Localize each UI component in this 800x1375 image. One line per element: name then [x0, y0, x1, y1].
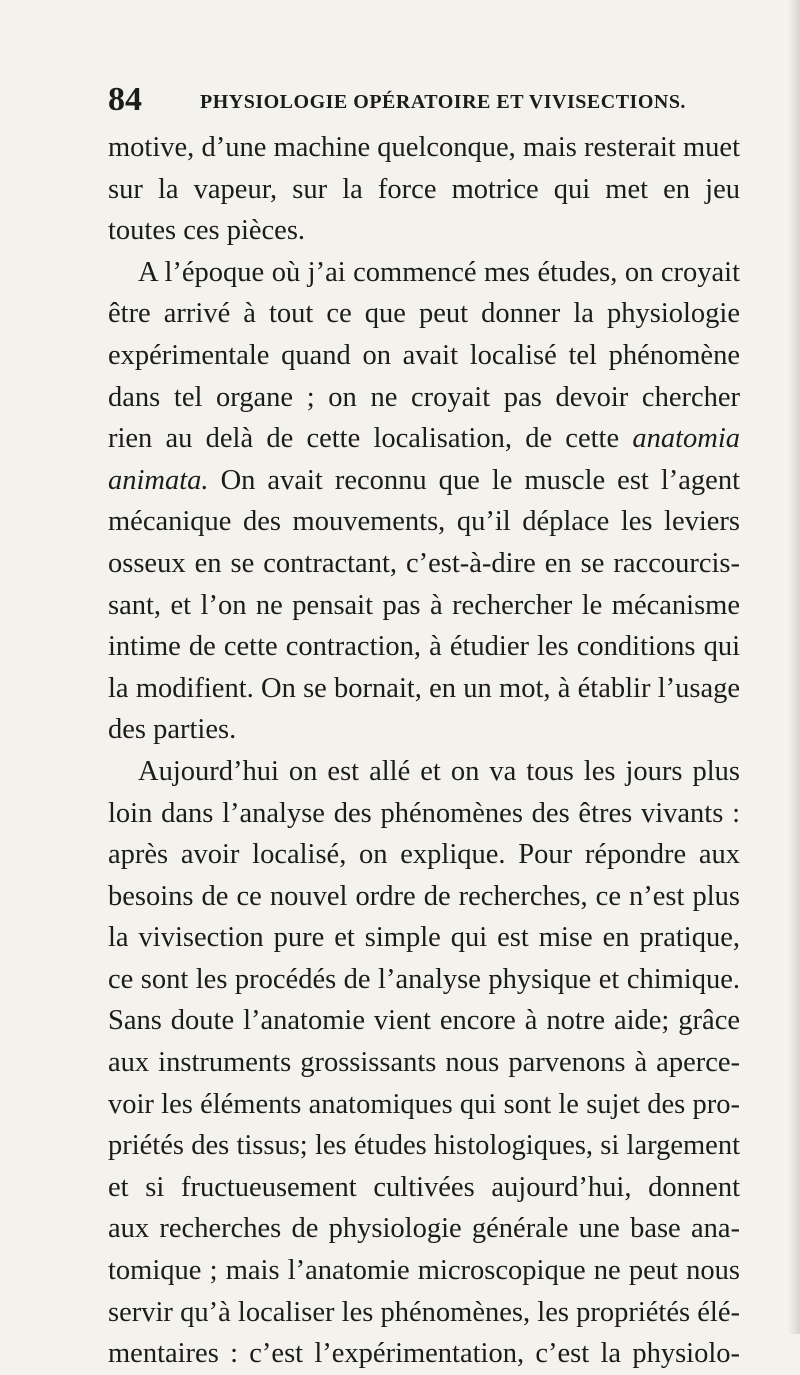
running-head: PHYSIOLOGIE OPÉRATOIRE ET VIVISECTIONS. — [200, 91, 686, 113]
italic-term: anatomia — [632, 423, 740, 455]
text-line-with-italic — [108, 418, 740, 460]
text-line-with-italic — [108, 460, 740, 502]
text-line: aux recherches de physiologie générale une base ana- — [108, 1213, 740, 1245]
text-line: mentaires : c’est l’expérimentation, c’est la physiolo- — [108, 1338, 740, 1370]
text-line: être arrivé à tout ce que peut donner la physiologie — [108, 298, 740, 330]
text-line: dans tel organe ; on ne croyait pas devoir chercher — [108, 381, 740, 413]
text-line: A l’époque où j’ai commencé mes études, on croyait — [138, 256, 740, 288]
text-line: ce sont les procédés de l’analyse physique et chimique. — [108, 963, 740, 995]
text-span: On avait reconnu que le muscle est l’agent — [208, 464, 740, 496]
text-line: aux instruments grossissants nous parvenons à aperce- — [108, 1047, 740, 1079]
text-line: tomique ; mais l’anatomie microscopique ne peut nous — [108, 1255, 740, 1287]
text-line: des parties. — [108, 714, 237, 746]
text-line: intime de cette contraction, à étudier les conditions qui — [108, 631, 740, 663]
text-line: la vivisection pure et simple qui est mise en pratique, — [108, 922, 740, 954]
text-line: toutes ces pièces. — [108, 215, 306, 247]
body-text — [108, 127, 740, 1375]
text-line: voir les éléments anatomiques qui sont le sujet des pro- — [108, 1088, 740, 1120]
text-line: Aujourd’hui on est allé et on va tous les jours plus — [138, 755, 740, 787]
text-line: et si fructueusement cultivées aujourd’hui, donnent — [108, 1171, 740, 1203]
page-edge-shadow — [788, 0, 800, 1334]
italic-term: animata. — [108, 464, 209, 496]
text-line: sant, et l’on ne pensait pas à rechercher le mécanisme — [108, 589, 740, 621]
text-line: sur la vapeur, sur la force motrice qui met en jeu — [108, 173, 740, 205]
text-line: priétés des tissus; les études histologiques, si largement — [108, 1130, 740, 1162]
page-header — [108, 81, 686, 122]
text-span: rien au delà de cette localisation, de cette — [108, 423, 620, 455]
page-number: 84 — [108, 81, 142, 118]
text-line: mécanique des mouvements, qu’il déplace les leviers — [108, 506, 740, 538]
text-line: expérimentale quand on avait localisé tel phénomène — [108, 339, 740, 371]
text-line: la modifient. On se bornait, en un mot, à établir l’usage — [108, 672, 740, 704]
text-line: motive, d’une machine quelconque, mais resterait muet — [108, 132, 740, 163]
text-line: osseux en se contractant, c’est-à-dire en se raccourcis- — [108, 547, 740, 579]
text-line: loin dans l’analyse des phénomènes des êtres vivants : — [108, 797, 740, 829]
text-line: après avoir localisé, on explique. Pour répondre aux — [108, 839, 740, 871]
text-line: besoins de ce nouvel ordre de recherches, ce n’est plus — [108, 880, 740, 912]
text-line: servir qu’à localiser les phénomènes, les propriétés élé- — [108, 1296, 740, 1328]
text-line: Sans doute l’anatomie vient encore à notre aide; grâce — [108, 1005, 740, 1037]
